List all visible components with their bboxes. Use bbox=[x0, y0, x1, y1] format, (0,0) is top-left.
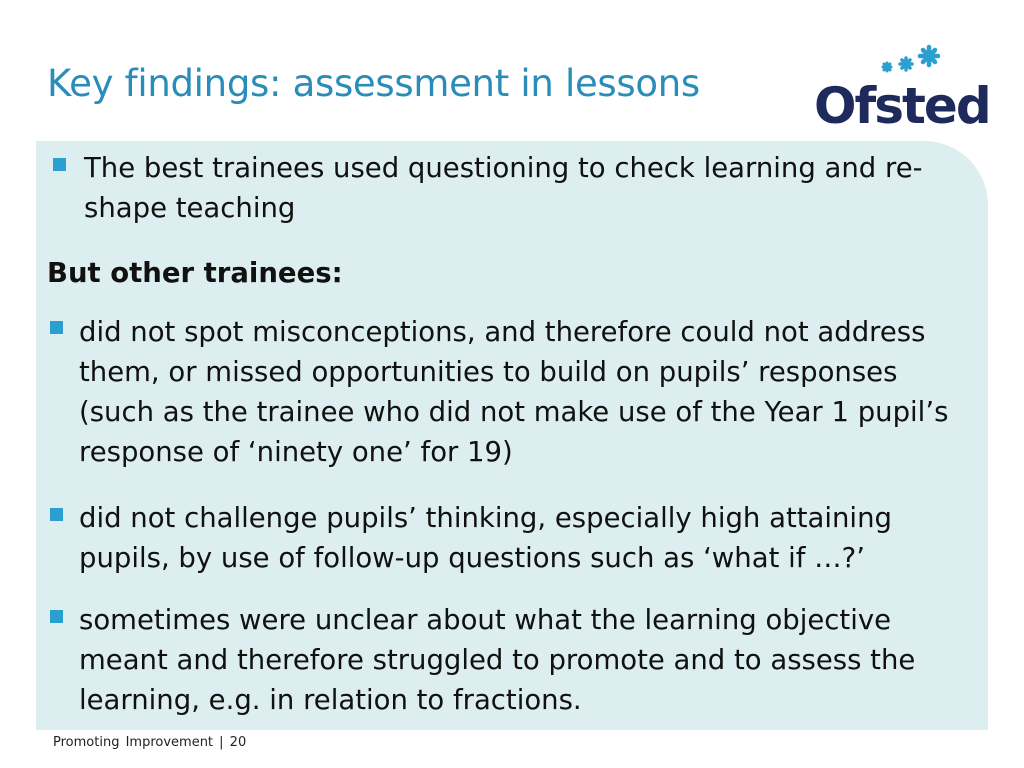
footer-text: Promoting Improvement | 20 bbox=[53, 735, 247, 750]
bullet-marker bbox=[50, 610, 63, 623]
intro-bullet-text: The best trainees used questioning to check learning and re-shape teaching bbox=[84, 152, 923, 224]
list-item: did not spot misconceptions, and therefore could not address them, or missed opportunities to build on pupils’ responses (such as the trainee who did not make use of the Year 1 pupil’s response of ‘ninety one’ for 19) bbox=[79, 316, 949, 468]
bullet-marker bbox=[53, 158, 66, 171]
list-item: did not challenge pupils’ thinking, especially high attaining pupils, by use of follow-up questions such as ‘what if …?’ bbox=[79, 502, 892, 574]
svg-text:Ofsted: Ofsted bbox=[814, 77, 990, 135]
bullet-marker bbox=[50, 508, 63, 521]
bullet-marker bbox=[50, 321, 63, 334]
slide-title: Key findings: assessment in lessons bbox=[47, 62, 700, 105]
ofsted-logo bbox=[812, 42, 990, 135]
list-item: sometimes were unclear about what the learning objective meant and therefore struggled to promote and to assess the learning, e.g. in relation to fractions. bbox=[79, 604, 916, 716]
stars-icon bbox=[812, 42, 990, 135]
subheading: But other trainees: bbox=[47, 257, 343, 289]
